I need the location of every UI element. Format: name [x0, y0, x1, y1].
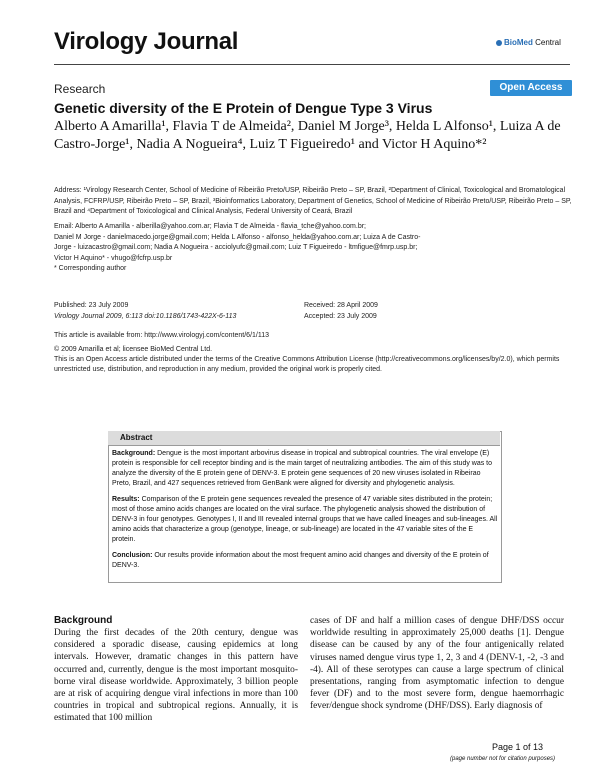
email-line: Victor H Aquino* - vhugo@fcfrp.usp.br [54, 254, 173, 262]
author-list: Alberto A Amarilla¹, Flavia T de Almeida², Daniel M Jorge³, Helda L Alfonso¹, Luiza A de Castro-Jorge¹, Nadia A Nogueira⁴, Luiz T Figueiredo¹ and Victor H Aquino*² [54, 119, 561, 152]
logo-dot-icon [496, 40, 502, 46]
email-block [54, 222, 574, 275]
abstract-results-label: Results: [112, 496, 140, 503]
header-divider [54, 64, 570, 65]
page-number: Page 1 of 13 [492, 742, 544, 752]
abstract-results-text: Comparison of the E protein gene sequences revealed the presence of 47 variable sites distributed in the protein; most of those amino acids changes are located on the viral surface. The phylogenetic analysis showed the distribution of DENV-3 in four genotypes. Genotypes I, II and III revealed internal groups that we have called lineages and sub-lineages. All amino acids that characterize a group (genotype, lineage, or sub-lineage) are located in the 47 variable sites of the E protein. [112, 496, 498, 543]
body-paragraph-left: During the first decades of the 20th century, dengue was considered a sporadic disease, causing epidemics at long intervals. However, dramatic changes in this pattern have occurred and, currently, dengue is the most important mosquito-borne viral disease worldwide. Approximately, 3 billion people are at risk of acquiring dengue viral infections in more than 100 countries in tropical and subtropical regions. Annually, it is estimated that 100 million [54, 628, 298, 724]
article-title: Genetic diversity of the E Protein of Dengue Type 3 Virus [54, 100, 433, 116]
logo-central-text: Central [532, 38, 561, 47]
published-date: Published: 23 July 2009 [54, 302, 129, 309]
article-url[interactable]: This article is available from: http://www.virologyj.com/content/6/1/113 [54, 332, 270, 339]
email-line: Daniel M Jorge - danielmacedo.jorge@gmail.com; Helda L Alfonso - alfonso_helda@yahoo.com.ar; Luiza A de Castro- [54, 233, 421, 241]
abstract-background-text: Dengue is the most important arbovirus disease in tropical and subtropical countries. The viral envelope (E) protein is responsible for cell receptor binding and is the main target of neutralizing antibodies. The aim of this study was to analyze the diversity of the E protein gene of DENV-3. E protein gene sequences of 20 new viruses isolated in Ribeirao Preto, Brazil, and 427 sequences retrieved from GenBank were aligned for diversity and phylogenetic analysis. [112, 450, 493, 487]
background-heading: Background [54, 615, 113, 626]
journal-title: Virology Journal [54, 28, 239, 55]
biomed-central-logo [496, 38, 561, 47]
email-line: Email: Alberto A Amarilla - alberilla@yahoo.com.ar; Flavia T de Almeida - flavia_tche@yahoo.com.br; [54, 223, 366, 230]
license-text: This is an Open Access article distributed under the terms of the Creative Commons Attribution License (http://creativecommons.org/licenses/by/2.0), which permits unrestricted use, distribution, and reproduction in any medium, provided the original work is properly cited. [54, 356, 560, 373]
copyright-line: © 2009 Amarilla et al; licensee BioMed Central Ltd. [54, 346, 213, 353]
body-column-right [310, 615, 564, 713]
corresponding-author-note: * Corresponding author [54, 265, 127, 272]
body-column-left [54, 627, 298, 725]
abstract-heading: Abstract [108, 431, 500, 446]
accepted-date: Accepted: 23 July 2009 [304, 313, 377, 320]
dates-info [304, 300, 378, 322]
abstract-conclusion [112, 551, 498, 571]
affiliations: Address: ¹Virology Research Center, School of Medicine of Ribeirão Preto/USP, Ribeirão Preto – SP, Brazil, ²Department of Clinical, Toxicological and Bromatological Analysis, FCFRP/USP, Ribeirão Preto – SP, Brazil, ³Bioinformatics Laboratory, Department of Genetics, School of Medicine of Ribeirão Preto/USP, Ribeirão Preto – SP, Brazil and ⁴Department of Toxicological and Clinical Analysis, Federal University of Ceará, Brazil [54, 187, 572, 215]
logo-bio-text: BioMed [504, 38, 533, 47]
abstract-background-label: Background: [112, 450, 156, 457]
citation: Virology Journal 2009, 6:113 doi:10.1186/1743-422X-6-113 [54, 313, 237, 320]
open-access-badge: Open Access [490, 80, 572, 96]
received-date: Received: 28 April 2009 [304, 302, 378, 309]
publication-info [54, 300, 236, 322]
section-label: Research [54, 82, 106, 96]
body-paragraph-right: cases of DF and half a million cases of dengue DHF/DSS occur worldwide resulting in approximately 25,000 deaths [1]. Dengue disease can be caused by any of the four antigenically related viruses named dengue virus type 1, 2, 3 and 4 (DENV-1, -2, -3 and -4). All of these serotypes can cause a large spectrum of clinical presentations, ranging from asymptomatic infection to dengue fever (DF) and to the most severe form, dengue haemorrhagic fever/dengue shock syndrome (DHF/DSS). Early diagnosis of [310, 616, 564, 712]
abstract-conclusion-label: Conclusion: [112, 552, 153, 559]
abstract-results [112, 495, 498, 545]
abstract-body [112, 449, 498, 577]
page-number-note: (page number not for citation purposes) [450, 756, 556, 762]
email-line: Jorge - luizacastro@gmail.com; Nadia A Nogueira - acciolyufc@gmail.com; Luiz T Figueiredo - ltmfigue@fmrp.usp.br; [54, 244, 418, 251]
abstract-conclusion-text: Our results provide information about the most frequent amino acid changes and diversity of the E protein of DENV-3. [112, 552, 489, 569]
abstract-background [112, 449, 498, 489]
